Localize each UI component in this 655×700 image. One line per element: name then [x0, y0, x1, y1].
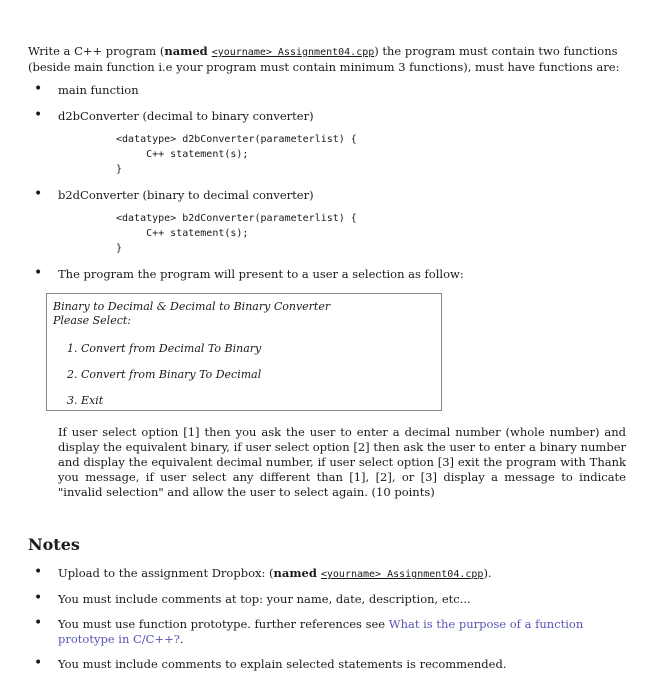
- notes-heading: Notes: [28, 535, 80, 554]
- yourname-placeholder: <yourname>: [320, 569, 382, 580]
- note-comments-top: [28, 592, 628, 607]
- code-block-b2d: [116, 211, 628, 256]
- list-item-label: b2dConverter (binary to decimal converter): [58, 188, 314, 202]
- note-text: You must use function prototype. further references see: [58, 617, 389, 631]
- prototype-reference-link[interactable]: What is the purpose of a function prototype in C/C++?: [58, 617, 584, 646]
- filename: Assignment04.cpp: [381, 569, 484, 580]
- menu-example-box: [46, 293, 442, 411]
- filename: Assignment04.cpp: [271, 47, 375, 58]
- menu-option: 2. Convert from Binary To Decimal: [67, 368, 262, 381]
- list-item-label: d2bConverter (decimal to binary converter): [58, 109, 314, 123]
- menu-option: 1. Convert from Decimal To Binary: [67, 342, 262, 355]
- menu-title: Binary to Decimal & Decimal to Binary Converter: [53, 300, 331, 313]
- menu-option: 3. Exit: [67, 394, 104, 407]
- assignment-page: [28, 44, 628, 682]
- list-item-main: [28, 83, 628, 98]
- note-upload: [28, 566, 628, 582]
- code-line: <datatype> b2dConverter(parameterlist) {: [116, 213, 357, 224]
- note-text: .: [179, 632, 184, 646]
- instructions-paragraph: If user select option [1] then you ask the user to enter a decimal number (whole number) and display the equivalent binary, if user select option [2] then ask the user to enter a binary number and display the equivalent decimal number, if user select option [3] exit the program with Thank you message, if user select any different than [1], [2], or [3] display a message to indicate "invalid selection" and allow the user to select again. (10 points): [58, 425, 626, 499]
- named-label: named: [273, 566, 321, 580]
- function-list: [28, 83, 628, 282]
- code-block-d2b: [116, 132, 628, 177]
- code-line: C++ statement(s);: [116, 149, 249, 160]
- list-item-b2d: [28, 188, 628, 256]
- code-line: }: [116, 164, 123, 175]
- intro-text-end: ) the program must contain two functions (beside main function i.e your program must contain minimum 3 functions), must have functions are:: [28, 44, 620, 74]
- note-comments-explain: [28, 657, 628, 672]
- named-label: named: [164, 44, 212, 58]
- list-item-label: The program the program will present to a user a selection as follow:: [58, 267, 464, 281]
- list-item-label: main function: [58, 83, 139, 97]
- list-item-selection: [28, 267, 628, 282]
- note-text: You must include comments to explain selected statements is recommended.: [58, 657, 507, 671]
- yourname-placeholder: <yourname>: [211, 47, 272, 58]
- menu-prompt: Please Select:: [53, 314, 131, 327]
- intro-text-start: Write a C++ program (: [28, 44, 165, 58]
- note-prototype: [28, 617, 628, 647]
- code-line: <datatype> d2bConverter(parameterlist) {: [116, 134, 357, 145]
- notes-list: [28, 566, 628, 672]
- intro-paragraph: [28, 44, 628, 75]
- note-text: Upload to the assignment Dropbox: (: [58, 566, 274, 580]
- note-text: You must include comments at top: your name, date, description, etc...: [58, 592, 471, 606]
- note-text: ).: [483, 566, 492, 580]
- code-line: }: [116, 243, 123, 254]
- list-item-d2b: [28, 109, 628, 177]
- menu-options: [53, 342, 435, 408]
- code-line: C++ statement(s);: [116, 228, 249, 239]
